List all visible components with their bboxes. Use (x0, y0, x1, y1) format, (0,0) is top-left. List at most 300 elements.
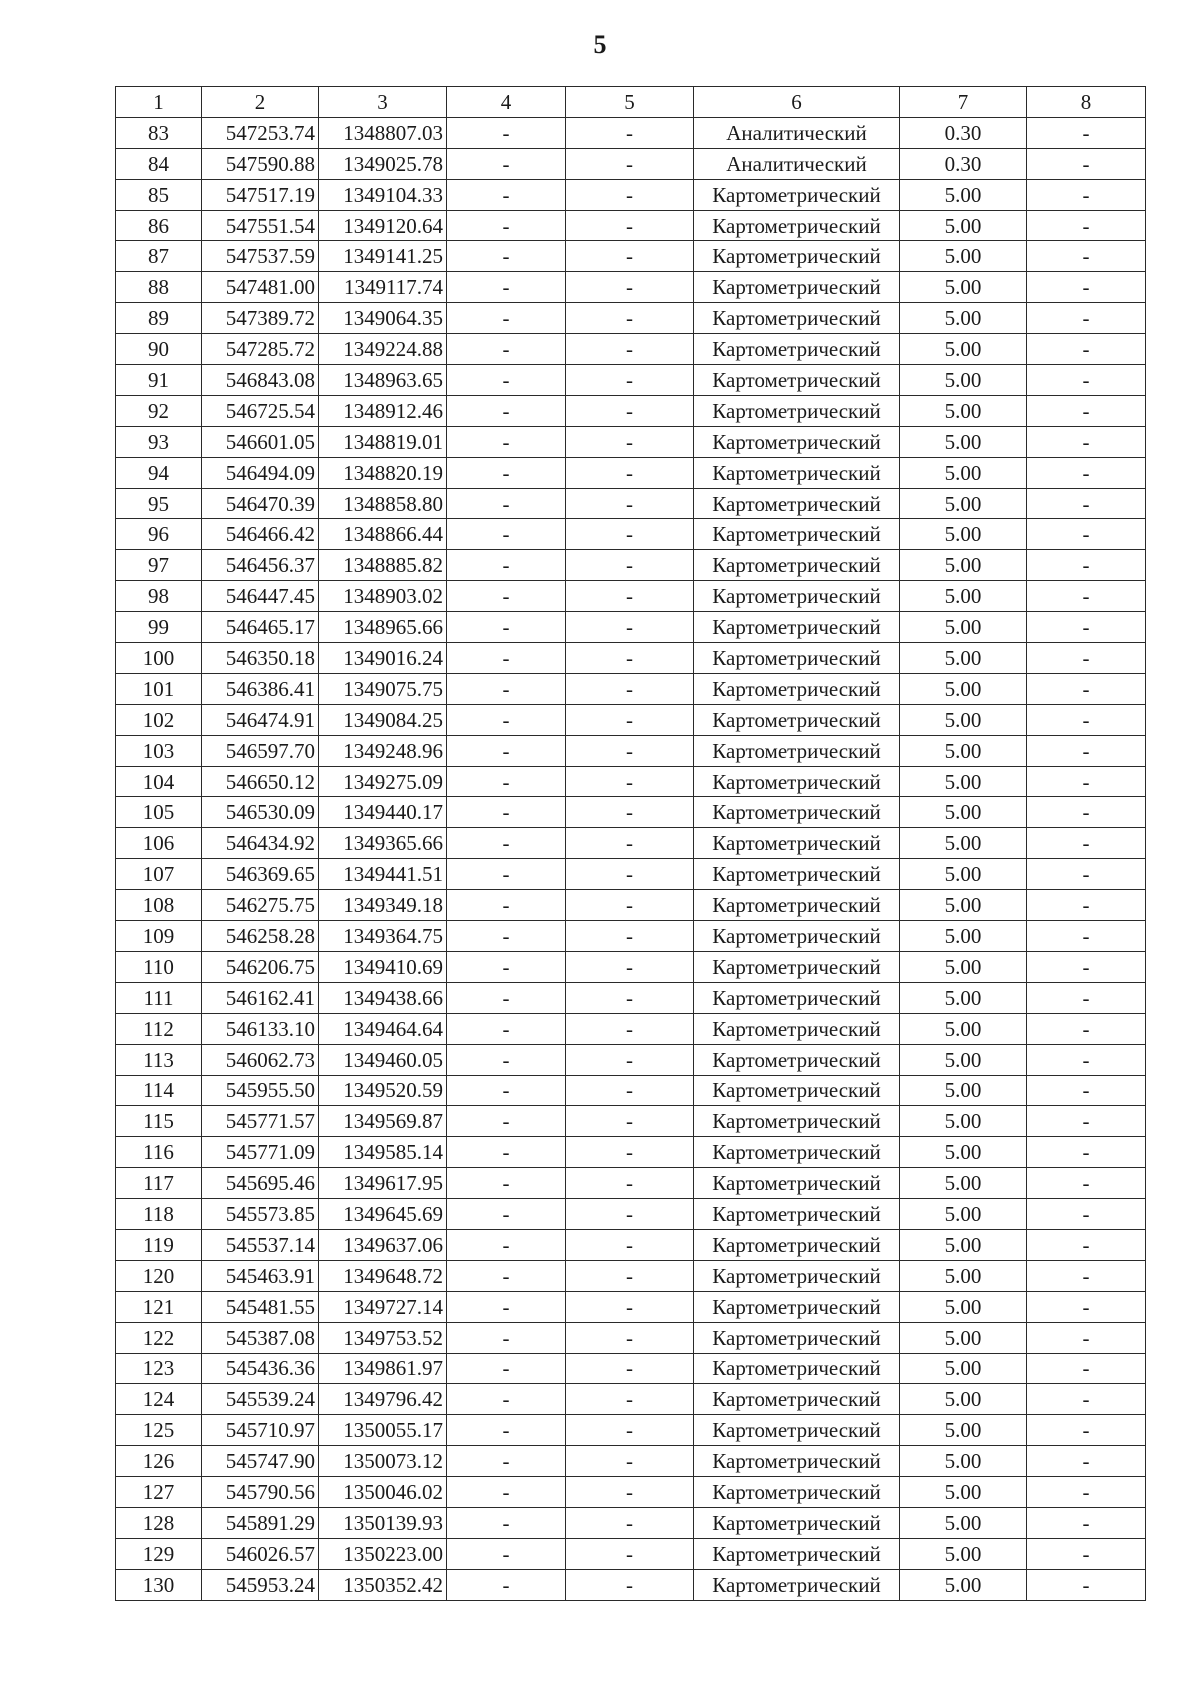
table-row (116, 859, 1146, 890)
column-5-value-cell: - (566, 859, 694, 890)
column-4-value-cell: - (447, 1168, 566, 1199)
column-header: 4 (447, 87, 566, 118)
table-row (116, 1199, 1146, 1230)
method-cell: Картометрический (694, 1569, 900, 1600)
table-row (116, 1013, 1146, 1044)
column-5-value-cell: - (566, 148, 694, 179)
accuracy-cell: 5.00 (900, 395, 1027, 426)
column-4-value-cell: - (447, 735, 566, 766)
y-coordinate-cell: 1349861.97 (319, 1353, 447, 1384)
y-coordinate-cell: 1349438.66 (319, 982, 447, 1013)
x-coordinate-cell: 545953.24 (202, 1569, 319, 1600)
y-coordinate-cell: 1349464.64 (319, 1013, 447, 1044)
column-4-value-cell: - (447, 1477, 566, 1508)
column-4-value-cell: - (447, 241, 566, 272)
column-4-value-cell: - (447, 1106, 566, 1137)
accuracy-cell: 5.00 (900, 1044, 1027, 1075)
method-cell: Аналитический (694, 148, 900, 179)
x-coordinate-cell: 545891.29 (202, 1507, 319, 1538)
column-5-value-cell: - (566, 1477, 694, 1508)
y-coordinate-cell: 1348903.02 (319, 581, 447, 612)
point-number-cell: 100 (116, 643, 202, 674)
accuracy-cell: 5.00 (900, 210, 1027, 241)
column-4-value-cell: - (447, 365, 566, 396)
column-8-value-cell: - (1027, 828, 1146, 859)
point-number-cell: 108 (116, 890, 202, 921)
column-5-value-cell: - (566, 272, 694, 303)
y-coordinate-cell: 1349120.64 (319, 210, 447, 241)
column-4-value-cell: - (447, 890, 566, 921)
table-row (116, 1168, 1146, 1199)
method-cell: Картометрический (694, 395, 900, 426)
point-number-cell: 112 (116, 1013, 202, 1044)
column-4-value-cell: - (447, 673, 566, 704)
table-row (116, 426, 1146, 457)
point-number-cell: 99 (116, 612, 202, 643)
column-5-value-cell: - (566, 1291, 694, 1322)
x-coordinate-cell: 546474.91 (202, 704, 319, 735)
y-coordinate-cell: 1348912.46 (319, 395, 447, 426)
column-8-value-cell: - (1027, 890, 1146, 921)
x-coordinate-cell: 545436.36 (202, 1353, 319, 1384)
point-number-cell: 114 (116, 1075, 202, 1106)
column-8-value-cell: - (1027, 210, 1146, 241)
point-number-cell: 95 (116, 488, 202, 519)
column-8-value-cell: - (1027, 1106, 1146, 1137)
accuracy-cell: 5.00 (900, 179, 1027, 210)
column-5-value-cell: - (566, 1229, 694, 1260)
point-number-cell: 118 (116, 1199, 202, 1230)
column-4-value-cell: - (447, 951, 566, 982)
point-number-cell: 113 (116, 1044, 202, 1075)
y-coordinate-cell: 1350046.02 (319, 1477, 447, 1508)
method-cell: Картометрический (694, 828, 900, 859)
y-coordinate-cell: 1350223.00 (319, 1538, 447, 1569)
y-coordinate-cell: 1349064.35 (319, 303, 447, 334)
column-5-value-cell: - (566, 1168, 694, 1199)
column-5-value-cell: - (566, 1260, 694, 1291)
column-5-value-cell: - (566, 581, 694, 612)
point-number-cell: 124 (116, 1384, 202, 1415)
y-coordinate-cell: 1348819.01 (319, 426, 447, 457)
y-coordinate-cell: 1349727.14 (319, 1291, 447, 1322)
column-4-value-cell: - (447, 1538, 566, 1569)
method-cell: Картометрический (694, 1260, 900, 1291)
table-row (116, 921, 1146, 952)
column-header: 5 (566, 87, 694, 118)
column-5-value-cell: - (566, 797, 694, 828)
accuracy-cell: 5.00 (900, 735, 1027, 766)
method-cell: Картометрический (694, 1384, 900, 1415)
column-4-value-cell: - (447, 797, 566, 828)
x-coordinate-cell: 545463.91 (202, 1260, 319, 1291)
table-row (116, 519, 1146, 550)
table-row (116, 673, 1146, 704)
column-5-value-cell: - (566, 1353, 694, 1384)
accuracy-cell: 5.00 (900, 334, 1027, 365)
point-number-cell: 101 (116, 673, 202, 704)
column-4-value-cell: - (447, 1229, 566, 1260)
x-coordinate-cell: 545790.56 (202, 1477, 319, 1508)
point-number-cell: 90 (116, 334, 202, 365)
y-coordinate-cell: 1349569.87 (319, 1106, 447, 1137)
column-4-value-cell: - (447, 828, 566, 859)
method-cell: Картометрический (694, 365, 900, 396)
table-row (116, 334, 1146, 365)
x-coordinate-cell: 546026.57 (202, 1538, 319, 1569)
accuracy-cell: 5.00 (900, 1291, 1027, 1322)
table-row (116, 1415, 1146, 1446)
column-8-value-cell: - (1027, 766, 1146, 797)
method-cell: Картометрический (694, 673, 900, 704)
x-coordinate-cell: 545771.09 (202, 1137, 319, 1168)
y-coordinate-cell: 1349141.25 (319, 241, 447, 272)
column-8-value-cell: - (1027, 921, 1146, 952)
table-row (116, 797, 1146, 828)
y-coordinate-cell: 1349617.95 (319, 1168, 447, 1199)
y-coordinate-cell: 1349796.42 (319, 1384, 447, 1415)
accuracy-cell: 5.00 (900, 921, 1027, 952)
point-number-cell: 86 (116, 210, 202, 241)
accuracy-cell: 5.00 (900, 303, 1027, 334)
table-row (116, 704, 1146, 735)
point-number-cell: 88 (116, 272, 202, 303)
point-number-cell: 120 (116, 1260, 202, 1291)
column-8-value-cell: - (1027, 951, 1146, 982)
method-cell: Картометрический (694, 303, 900, 334)
table-row (116, 581, 1146, 612)
accuracy-cell: 5.00 (900, 1199, 1027, 1230)
table-row (116, 1260, 1146, 1291)
table-row (116, 1106, 1146, 1137)
x-coordinate-cell: 547590.88 (202, 148, 319, 179)
point-number-cell: 98 (116, 581, 202, 612)
point-number-cell: 83 (116, 117, 202, 148)
accuracy-cell: 5.00 (900, 1106, 1027, 1137)
column-8-value-cell: - (1027, 673, 1146, 704)
column-8-value-cell: - (1027, 519, 1146, 550)
column-5-value-cell: - (566, 1538, 694, 1569)
column-4-value-cell: - (447, 1384, 566, 1415)
column-5-value-cell: - (566, 673, 694, 704)
table-row (116, 117, 1146, 148)
y-coordinate-cell: 1349365.66 (319, 828, 447, 859)
column-4-value-cell: - (447, 519, 566, 550)
column-5-value-cell: - (566, 1446, 694, 1477)
point-number-cell: 84 (116, 148, 202, 179)
table-row (116, 1291, 1146, 1322)
y-coordinate-cell: 1349410.69 (319, 951, 447, 982)
accuracy-cell: 5.00 (900, 488, 1027, 519)
accuracy-cell: 5.00 (900, 859, 1027, 890)
column-4-value-cell: - (447, 550, 566, 581)
y-coordinate-cell: 1350352.42 (319, 1569, 447, 1600)
column-4-value-cell: - (447, 643, 566, 674)
column-4-value-cell: - (447, 1075, 566, 1106)
column-8-value-cell: - (1027, 612, 1146, 643)
column-8-value-cell: - (1027, 1229, 1146, 1260)
method-cell: Картометрический (694, 519, 900, 550)
method-cell: Картометрический (694, 1507, 900, 1538)
y-coordinate-cell: 1349275.09 (319, 766, 447, 797)
column-4-value-cell: - (447, 457, 566, 488)
column-5-value-cell: - (566, 951, 694, 982)
y-coordinate-cell: 1349084.25 (319, 704, 447, 735)
table-row (116, 612, 1146, 643)
accuracy-cell: 5.00 (900, 519, 1027, 550)
table-row (116, 1507, 1146, 1538)
column-8-value-cell: - (1027, 1199, 1146, 1230)
y-coordinate-cell: 1349117.74 (319, 272, 447, 303)
table-row (116, 179, 1146, 210)
point-number-cell: 115 (116, 1106, 202, 1137)
accuracy-cell: 5.00 (900, 365, 1027, 396)
method-cell: Картометрический (694, 643, 900, 674)
column-5-value-cell: - (566, 210, 694, 241)
x-coordinate-cell: 547537.59 (202, 241, 319, 272)
method-cell: Картометрический (694, 982, 900, 1013)
x-coordinate-cell: 547481.00 (202, 272, 319, 303)
point-number-cell: 128 (116, 1507, 202, 1538)
x-coordinate-cell: 547253.74 (202, 117, 319, 148)
x-coordinate-cell: 546843.08 (202, 365, 319, 396)
column-4-value-cell: - (447, 612, 566, 643)
table-header-row (116, 87, 1146, 118)
method-cell: Картометрический (694, 612, 900, 643)
coordinates-table (115, 86, 1146, 1601)
column-5-value-cell: - (566, 890, 694, 921)
x-coordinate-cell: 546601.05 (202, 426, 319, 457)
table-row (116, 272, 1146, 303)
accuracy-cell: 5.00 (900, 673, 1027, 704)
column-8-value-cell: - (1027, 1137, 1146, 1168)
method-cell: Картометрический (694, 210, 900, 241)
column-5-value-cell: - (566, 735, 694, 766)
table-row (116, 395, 1146, 426)
x-coordinate-cell: 546456.37 (202, 550, 319, 581)
column-4-value-cell: - (447, 1322, 566, 1353)
column-5-value-cell: - (566, 303, 694, 334)
y-coordinate-cell: 1349648.72 (319, 1260, 447, 1291)
method-cell: Картометрический (694, 241, 900, 272)
accuracy-cell: 5.00 (900, 1013, 1027, 1044)
column-8-value-cell: - (1027, 272, 1146, 303)
y-coordinate-cell: 1349349.18 (319, 890, 447, 921)
method-cell: Картометрический (694, 1353, 900, 1384)
point-number-cell: 103 (116, 735, 202, 766)
column-5-value-cell: - (566, 1507, 694, 1538)
column-header: 1 (116, 87, 202, 118)
column-4-value-cell: - (447, 1291, 566, 1322)
table-row (116, 365, 1146, 396)
accuracy-cell: 5.00 (900, 1260, 1027, 1291)
method-cell: Картометрический (694, 704, 900, 735)
method-cell: Картометрический (694, 1538, 900, 1569)
column-4-value-cell: - (447, 1569, 566, 1600)
y-coordinate-cell: 1350073.12 (319, 1446, 447, 1477)
table-row (116, 1044, 1146, 1075)
column-8-value-cell: - (1027, 426, 1146, 457)
column-5-value-cell: - (566, 395, 694, 426)
page-number: 5 (593, 30, 607, 59)
column-4-value-cell: - (447, 303, 566, 334)
accuracy-cell: 5.00 (900, 1415, 1027, 1446)
column-8-value-cell: - (1027, 704, 1146, 735)
column-4-value-cell: - (447, 117, 566, 148)
column-4-value-cell: - (447, 334, 566, 365)
column-5-value-cell: - (566, 179, 694, 210)
accuracy-cell: 5.00 (900, 272, 1027, 303)
column-8-value-cell: - (1027, 1446, 1146, 1477)
column-5-value-cell: - (566, 643, 694, 674)
table-row (116, 1353, 1146, 1384)
column-8-value-cell: - (1027, 1353, 1146, 1384)
accuracy-cell: 5.00 (900, 982, 1027, 1013)
accuracy-cell: 5.00 (900, 1446, 1027, 1477)
method-cell: Аналитический (694, 117, 900, 148)
column-8-value-cell: - (1027, 859, 1146, 890)
table-row (116, 1384, 1146, 1415)
method-cell: Картометрический (694, 797, 900, 828)
method-cell: Картометрический (694, 1137, 900, 1168)
accuracy-cell: 0.30 (900, 148, 1027, 179)
x-coordinate-cell: 546465.17 (202, 612, 319, 643)
point-number-cell: 89 (116, 303, 202, 334)
method-cell: Картометрический (694, 272, 900, 303)
y-coordinate-cell: 1349645.69 (319, 1199, 447, 1230)
column-5-value-cell: - (566, 1075, 694, 1106)
point-number-cell: 104 (116, 766, 202, 797)
column-4-value-cell: - (447, 1260, 566, 1291)
column-8-value-cell: - (1027, 643, 1146, 674)
column-4-value-cell: - (447, 766, 566, 797)
x-coordinate-cell: 546494.09 (202, 457, 319, 488)
column-4-value-cell: - (447, 581, 566, 612)
column-8-value-cell: - (1027, 179, 1146, 210)
column-4-value-cell: - (447, 1446, 566, 1477)
y-coordinate-cell: 1349520.59 (319, 1075, 447, 1106)
method-cell: Картометрический (694, 921, 900, 952)
x-coordinate-cell: 547517.19 (202, 179, 319, 210)
column-4-value-cell: - (447, 704, 566, 735)
column-8-value-cell: - (1027, 797, 1146, 828)
method-cell: Картометрический (694, 1291, 900, 1322)
accuracy-cell: 5.00 (900, 241, 1027, 272)
table-row (116, 210, 1146, 241)
x-coordinate-cell: 546162.41 (202, 982, 319, 1013)
point-number-cell: 92 (116, 395, 202, 426)
y-coordinate-cell: 1349440.17 (319, 797, 447, 828)
column-4-value-cell: - (447, 272, 566, 303)
y-coordinate-cell: 1349753.52 (319, 1322, 447, 1353)
method-cell: Картометрический (694, 890, 900, 921)
table-body (116, 117, 1146, 1600)
point-number-cell: 129 (116, 1538, 202, 1569)
method-cell: Картометрический (694, 1446, 900, 1477)
column-header: 8 (1027, 87, 1146, 118)
x-coordinate-cell: 546466.42 (202, 519, 319, 550)
column-5-value-cell: - (566, 457, 694, 488)
table-row (116, 457, 1146, 488)
method-cell: Картометрический (694, 426, 900, 457)
column-header: 2 (202, 87, 319, 118)
column-8-value-cell: - (1027, 365, 1146, 396)
x-coordinate-cell: 546597.70 (202, 735, 319, 766)
table-row (116, 735, 1146, 766)
column-5-value-cell: - (566, 704, 694, 735)
column-5-value-cell: - (566, 1569, 694, 1600)
point-number-cell: 123 (116, 1353, 202, 1384)
table-row (116, 982, 1146, 1013)
method-cell: Картометрический (694, 1168, 900, 1199)
accuracy-cell: 5.00 (900, 457, 1027, 488)
column-4-value-cell: - (447, 921, 566, 952)
x-coordinate-cell: 547285.72 (202, 334, 319, 365)
column-8-value-cell: - (1027, 1569, 1146, 1600)
x-coordinate-cell: 545771.57 (202, 1106, 319, 1137)
point-number-cell: 109 (116, 921, 202, 952)
y-coordinate-cell: 1349016.24 (319, 643, 447, 674)
column-5-value-cell: - (566, 1322, 694, 1353)
x-coordinate-cell: 545481.55 (202, 1291, 319, 1322)
column-5-value-cell: - (566, 828, 694, 859)
method-cell: Картометрический (694, 1229, 900, 1260)
x-coordinate-cell: 546530.09 (202, 797, 319, 828)
accuracy-cell: 0.30 (900, 117, 1027, 148)
y-coordinate-cell: 1349224.88 (319, 334, 447, 365)
point-number-cell: 117 (116, 1168, 202, 1199)
table-row (116, 148, 1146, 179)
column-header: 6 (694, 87, 900, 118)
x-coordinate-cell: 547551.54 (202, 210, 319, 241)
accuracy-cell: 5.00 (900, 1137, 1027, 1168)
column-5-value-cell: - (566, 982, 694, 1013)
column-8-value-cell: - (1027, 1260, 1146, 1291)
column-4-value-cell: - (447, 1353, 566, 1384)
column-4-value-cell: - (447, 426, 566, 457)
y-coordinate-cell: 1350139.93 (319, 1507, 447, 1538)
accuracy-cell: 5.00 (900, 550, 1027, 581)
column-4-value-cell: - (447, 395, 566, 426)
table-row (116, 303, 1146, 334)
method-cell: Картометрический (694, 735, 900, 766)
method-cell: Картометрический (694, 1322, 900, 1353)
column-5-value-cell: - (566, 921, 694, 952)
y-coordinate-cell: 1349460.05 (319, 1044, 447, 1075)
point-number-cell: 87 (116, 241, 202, 272)
y-coordinate-cell: 1349364.75 (319, 921, 447, 952)
column-8-value-cell: - (1027, 457, 1146, 488)
x-coordinate-cell: 546133.10 (202, 1013, 319, 1044)
point-number-cell: 105 (116, 797, 202, 828)
point-number-cell: 94 (116, 457, 202, 488)
column-4-value-cell: - (447, 1137, 566, 1168)
column-5-value-cell: - (566, 1415, 694, 1446)
method-cell: Картометрический (694, 951, 900, 982)
table-row (116, 951, 1146, 982)
column-4-value-cell: - (447, 179, 566, 210)
x-coordinate-cell: 546434.92 (202, 828, 319, 859)
x-coordinate-cell: 547389.72 (202, 303, 319, 334)
column-5-value-cell: - (566, 519, 694, 550)
table-row (116, 1229, 1146, 1260)
method-cell: Картометрический (694, 1199, 900, 1230)
method-cell: Картометрический (694, 334, 900, 365)
accuracy-cell: 5.00 (900, 1569, 1027, 1600)
column-5-value-cell: - (566, 766, 694, 797)
point-number-cell: 122 (116, 1322, 202, 1353)
method-cell: Картометрический (694, 1044, 900, 1075)
